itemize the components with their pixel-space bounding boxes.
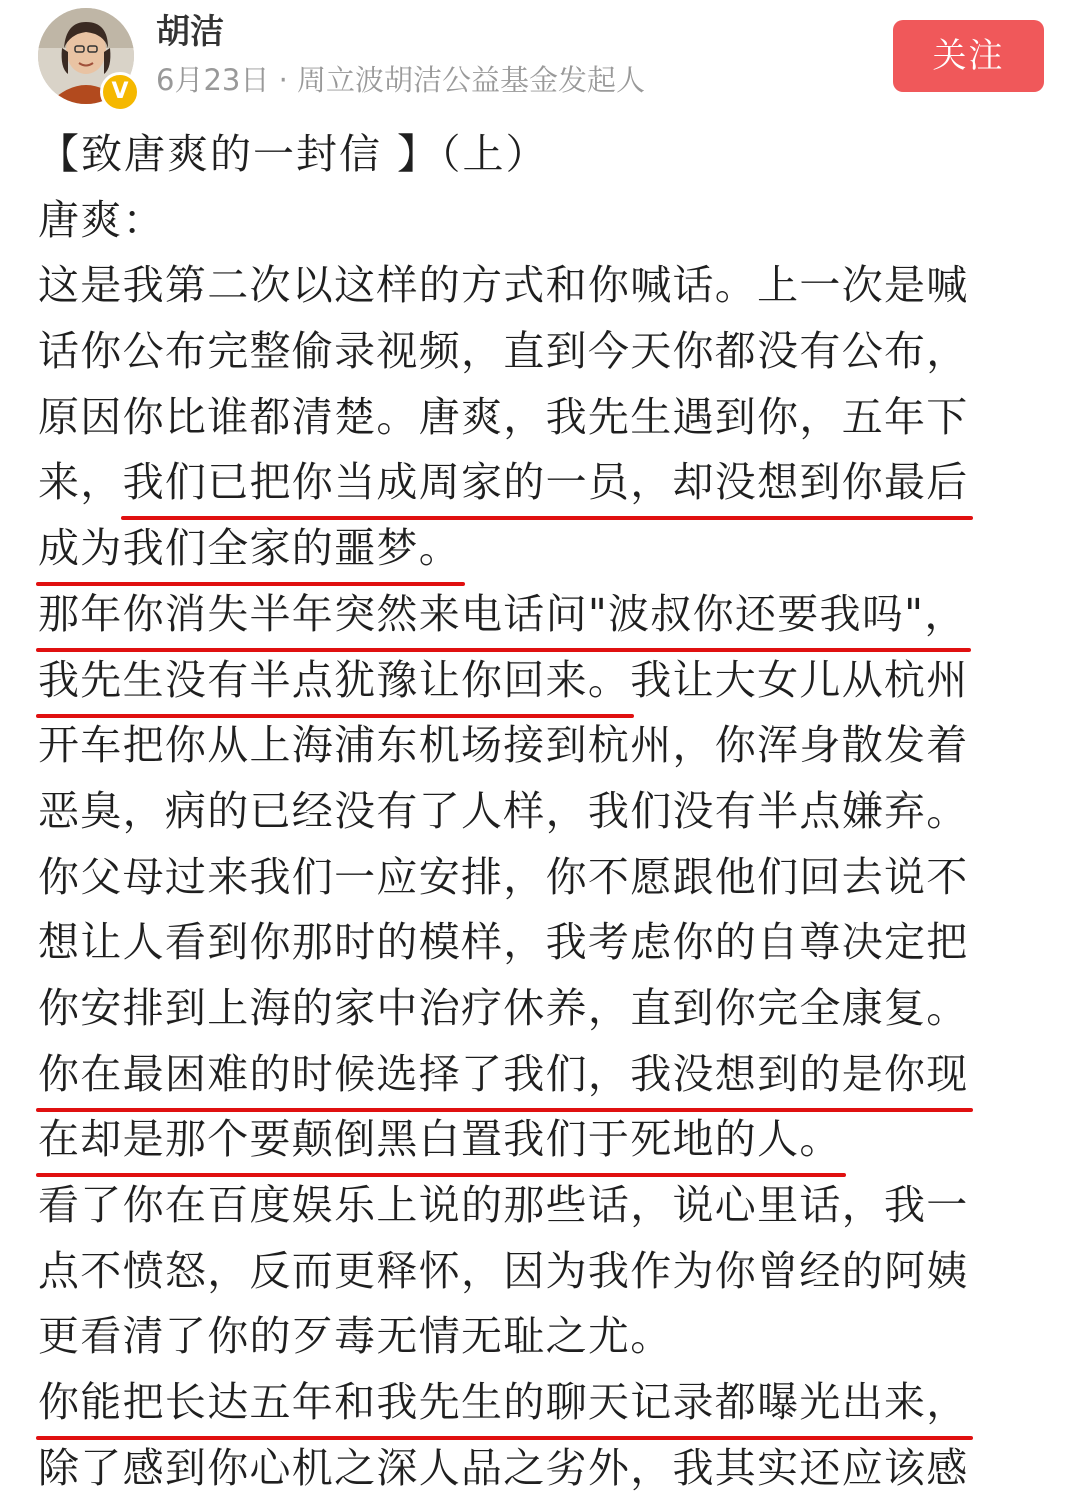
text-segment: 【致唐爽的一封信 】（上） [38,130,549,178]
post-text-line [38,845,1048,911]
text-segment: 唐爽： [38,195,165,244]
post-text-line [38,1239,1048,1305]
text-segment: 话你公布完整偷录视频，直到今天你都没有公布， [38,327,969,376]
post-text-line [38,1173,1048,1239]
underlined-text: 你在最困难的时候选择了我们，我没想到的是你现 [38,1049,969,1098]
text-segment: 除了感到你心机之深人品之劣外，我其实还应该感 [38,1443,969,1492]
text-segment: 看了你在百度娱乐上说的那些话，说心里话，我一 [38,1181,969,1229]
text-segment: 你安排到上海的家中治疗休养，直到你完全康复。 [38,983,969,1032]
post-text-line [38,713,1048,779]
text-segment: 原因你比谁都清楚。唐爽，我先生遇到你，五年下 [38,392,969,441]
text-segment: 来， [38,458,123,507]
post-text-line [38,976,1048,1042]
post-text-line [38,516,1048,582]
post-text-line [38,450,1048,516]
underlined-text: 在却是那个要颠倒黑白置我们于死地的人。 [38,1115,842,1164]
text-segment: 恶臭，病的已经没有了人样，我们没有半点嫌弃。 [38,786,969,835]
post-text-line [38,1370,1048,1436]
post-body [38,122,1048,1501]
author-name[interactable]: 胡洁 [156,12,224,52]
post-text-line [38,1436,1048,1501]
post-text-line [38,188,1048,254]
text-segment: 开车把你从上海浦东机场接到杭州，你浑身散发着 [38,721,969,770]
post-title [38,122,1048,188]
underlined-text: 你能把长达五年和我先生的聊天记录都曝光出来， [38,1378,969,1427]
post-text-line [38,253,1048,319]
text-segment: 我让大女儿从杭州 [630,655,969,704]
text-segment: 更看清了你的歹毒无情无耻之尤。 [38,1312,673,1361]
post-text-line [38,1304,1048,1370]
post-text-line [38,385,1048,451]
text-segment: 这是我第二次以这样的方式和你喊话。上一次是喊 [38,261,969,310]
post-text-line [38,319,1048,385]
post-header [0,0,1080,120]
text-segment: 想让人看到你那时的模样，我考虑你的自尊决定把 [38,918,969,967]
verified-badge-icon: V [100,72,140,112]
post-text-line [38,582,1048,648]
text-segment: 你父母过来我们一应安排，你不愿跟他们回去说不 [38,852,969,901]
post-text-line [38,1107,1048,1173]
underlined-text: 那年你消失半年突然来电话问"波叔你还要我吗"， [38,589,967,638]
post-meta: 6月23日 · 周立波胡洁公益基金发起人 [156,63,646,97]
post-text-line [38,910,1048,976]
underlined-text: 我先生没有半点犹豫让你回来。 [38,655,631,704]
text-segment: 点不愤怒，反而更释怀，因为我作为你曾经的阿姨 [38,1246,969,1295]
underlined-text: 成为我们全家的噩梦。 [38,524,461,573]
post-text-line [38,1042,1048,1108]
post-text-line [38,779,1048,845]
underlined-text: 我们已把你当成周家的一员，却没想到你最后 [122,458,969,507]
follow-button[interactable]: 关注 [893,20,1044,92]
post-text-line [38,648,1048,714]
